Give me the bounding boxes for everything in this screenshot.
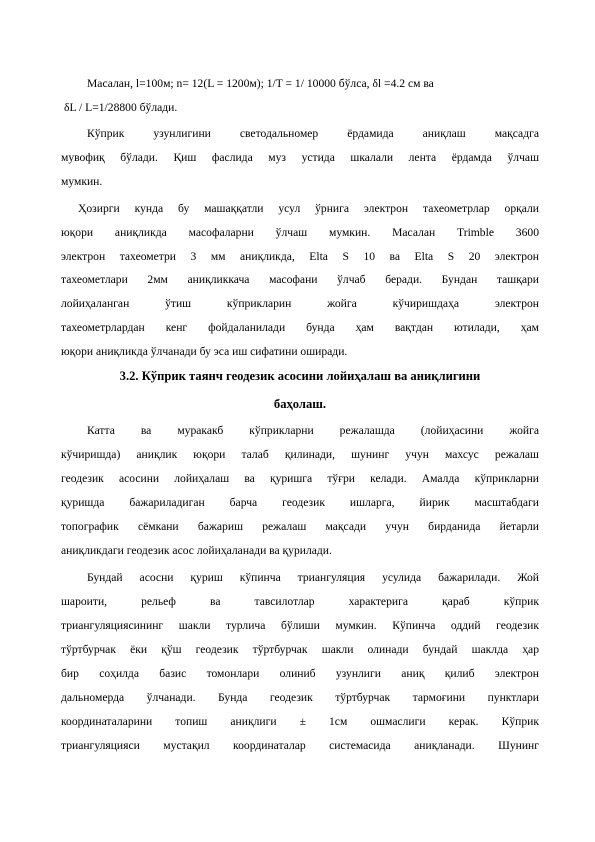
paragraph-line: Кўприк узунлигини светодальномер ёрдамида аниқлаш мақсадга: [87, 127, 539, 140]
paragraph-line: Ҳозирги кунда бу машаққатли усул ўрнига электрон тахеометрлар орқали: [78, 202, 539, 215]
paragraph-line: мувофиқ бўлади. Қиш фаслида муз устида шкалали лента ёрдамда ўлчаш: [61, 151, 539, 164]
paragraph-line: лойиҳаланган ўтиш кўприкларин жойга кўчиришдаҳа электрон: [61, 297, 539, 310]
paragraph-line: координаталарини топиш аниқлиги ± 1см ошмаслиги керак. Кўприк: [61, 715, 539, 728]
paragraph-line: триангуляциясининг шакли турлича бўлиши мумкин. Кўпинча оддий геодезик: [61, 619, 539, 632]
section-heading-line-1: 3.2. Кўприк таянч геодезик асосини лойиҳалаш ва аниқлигини: [119, 369, 481, 383]
paragraph-line: дальномерда ўлчанади. Бунда геодезик тўртбурчак тармоғини пунктлари: [61, 691, 539, 704]
paragraph-line: Бундай асосни қуриш кўпинча триангуляция усулида бажарилади. Жой: [87, 571, 539, 584]
paragraph-line: Катта ва муракакб кўприкларни режалашда (лойиҳасини жойга: [87, 424, 539, 437]
paragraph-line: кўчиришда) аниқлик юқори талаб қилинади, шунинг учун махсус режалаш: [61, 448, 539, 461]
paragraph-line: юқори аниқликда ўлчанади бу эса иш сифатини оширади.: [61, 345, 348, 358]
paragraph-line: тахеометрлардан кенг фойдаланилади бунда ҳам вақтдан ютилади, ҳам: [61, 321, 539, 334]
paragraph-line: бир соҳилда базис томонлари олиниб узунлиги аниқ қилиб электрон: [61, 667, 539, 680]
paragraph-line: топографик сёмкани бажариш режалаш мақсади учун бирданида йетарли: [61, 520, 539, 533]
paragraph-line: тўртбурчак ёки қўш геодезик тўртбурчак шакли олинади бундай шаклда ҳар: [61, 643, 539, 656]
paragraph-line: электрон тахеометри 3 мм аниқликда, Elta S 10 ва Elta S 20 электрон: [61, 250, 539, 263]
paragraph-line: юқори аниқликда масофаларни ўлчаш мумкин. Масалан Trimble 3600: [61, 226, 539, 239]
section-heading-line-2: баҳолаш.: [273, 397, 327, 411]
paragraph-line: геодезик асосини лойиҳалаш ва қуришга тўғри келади. Амалда кўприкларни: [61, 472, 539, 485]
paragraph-line: мумкин.: [61, 175, 103, 188]
intro-line-1: Масалан, l=100м; n= 12(L = 1200м); 1/T = 1/ 10000 бўлса, δl =4.2 см ва: [87, 77, 434, 90]
paragraph-line: шароити, рельеф ва тавсилотлар характерига қараб кўприк: [61, 595, 539, 608]
paragraph-line: тахеометлари 2мм аниқликкача масофани ўлчаб беради. Бундан ташқари: [61, 273, 539, 286]
intro-line-2: δL / L=1/28800 бўлади.: [64, 101, 178, 114]
paragraph-line: триангуляцияси мустақил координаталар системасида аниқланади. Шунинг: [61, 739, 539, 752]
paragraph-line: аниқликдаги геодезик асос лойиҳаланади ва қурилади.: [61, 544, 332, 557]
paragraph-line: қуришда бажариладиган барча геодезик ишларга, йирик масштабдаги: [61, 496, 539, 509]
